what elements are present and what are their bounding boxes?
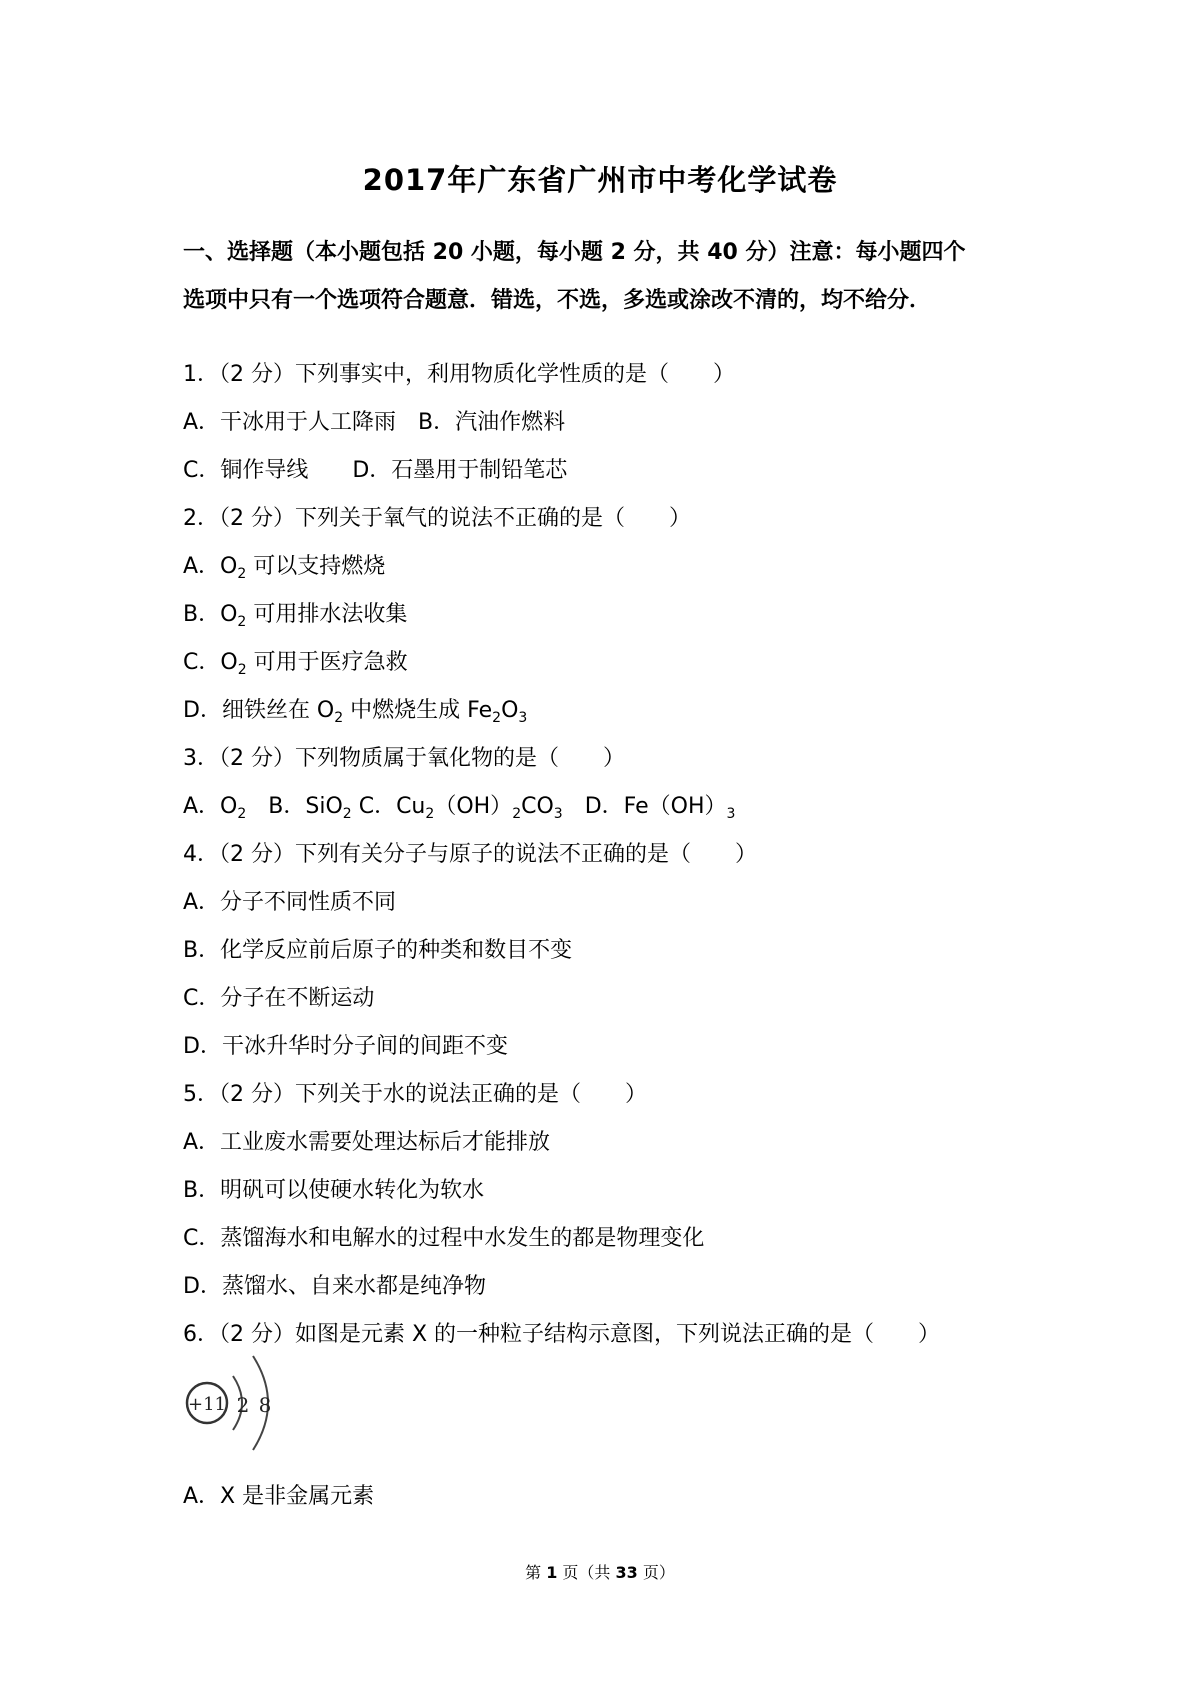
question-4-option-c: C．分子在不断运动 <box>183 986 375 1011</box>
page-footer: 第 1 页（共 33 页） <box>525 1563 675 1582</box>
section-heading-line1: 一、选择题（本小题包括 20 小题，每小题 2 分，共 40 分）注意：每小题四个 <box>183 240 966 265</box>
page-title: 2017年广东省广州市中考化学试卷 <box>362 163 838 197</box>
question-3-stem: 3．（2 分）下列物质属于氧化物的是（ ） <box>183 746 625 771</box>
question-4-option-d: D．干冰升华时分子间的间距不变 <box>183 1034 508 1059</box>
question-1-stem: 1．（2 分）下列事实中，利用物质化学性质的是（ ） <box>183 362 735 387</box>
question-2-stem: 2．（2 分）下列关于氧气的说法不正确的是（ ） <box>183 506 691 531</box>
question-1-options-ab: A．干冰用于人工降雨 B．汽油作燃料 <box>183 410 566 435</box>
question-4-option-a: A．分子不同性质不同 <box>183 890 397 915</box>
question-3-options: A．$O_2$ B．SiO$_2$ C．$Cu_2(OH)_2CO_3$ D．$Fe(OH)_3$ <box>183 794 736 822</box>
question-5-option-b: B．明矾可以使硬水转化为软水 <box>183 1178 485 1203</box>
question-4-stem: 4．（2 分）下列有关分子与原子的说法不正确的是（ ） <box>183 842 757 867</box>
question-5-option-c: C．蒸馏海水和电解水的过程中水发生的都是物理变化 <box>183 1226 705 1251</box>
question-2-option-a: A．$O_2$ 可以支持燃烧 <box>183 554 386 582</box>
question-4-option-b: B．化学反应前后原子的种类和数目不变 <box>183 938 573 963</box>
question-5-option-a: A．工业废水需要处理达标后才能排放 <box>183 1130 551 1155</box>
question-5-stem: 5．（2 分）下列关于水的说法正确的是（ ） <box>183 1082 647 1107</box>
question-2-option-c: C．$O_2$ 可用于医疗急救 <box>183 650 408 678</box>
question-2-option-b: B．$O_2$ 可用排水法收集 <box>183 602 408 630</box>
atomic-structure-diagram <box>183 1348 313 1458</box>
question-5-option-d: D．蒸馏水、自来水都是纯净物 <box>183 1274 486 1299</box>
question-1-options-cd: C．铜作导线 D．石墨用于制铅笔芯 <box>183 458 568 483</box>
question-6-option-a: A．X 是非金属元素 <box>183 1484 375 1509</box>
nucleus-charge: +11 <box>188 1394 226 1415</box>
question-6-stem: 6．（2 分）如图是元素 X 的一种粒子结构示意图，下列说法正确的是（ ） <box>183 1322 941 1347</box>
question-2-option-d: D．细铁丝在 $O_2$ 中燃烧生成 $Fe_2O_3$ <box>183 698 528 726</box>
shell-1-electrons: 2 <box>236 1393 250 1417</box>
shell-2-electrons: 8 <box>258 1393 272 1417</box>
section-heading-line2: 选项中只有一个选项符合题意．错选，不选，多选或涂改不清的，均不给分． <box>183 288 932 313</box>
